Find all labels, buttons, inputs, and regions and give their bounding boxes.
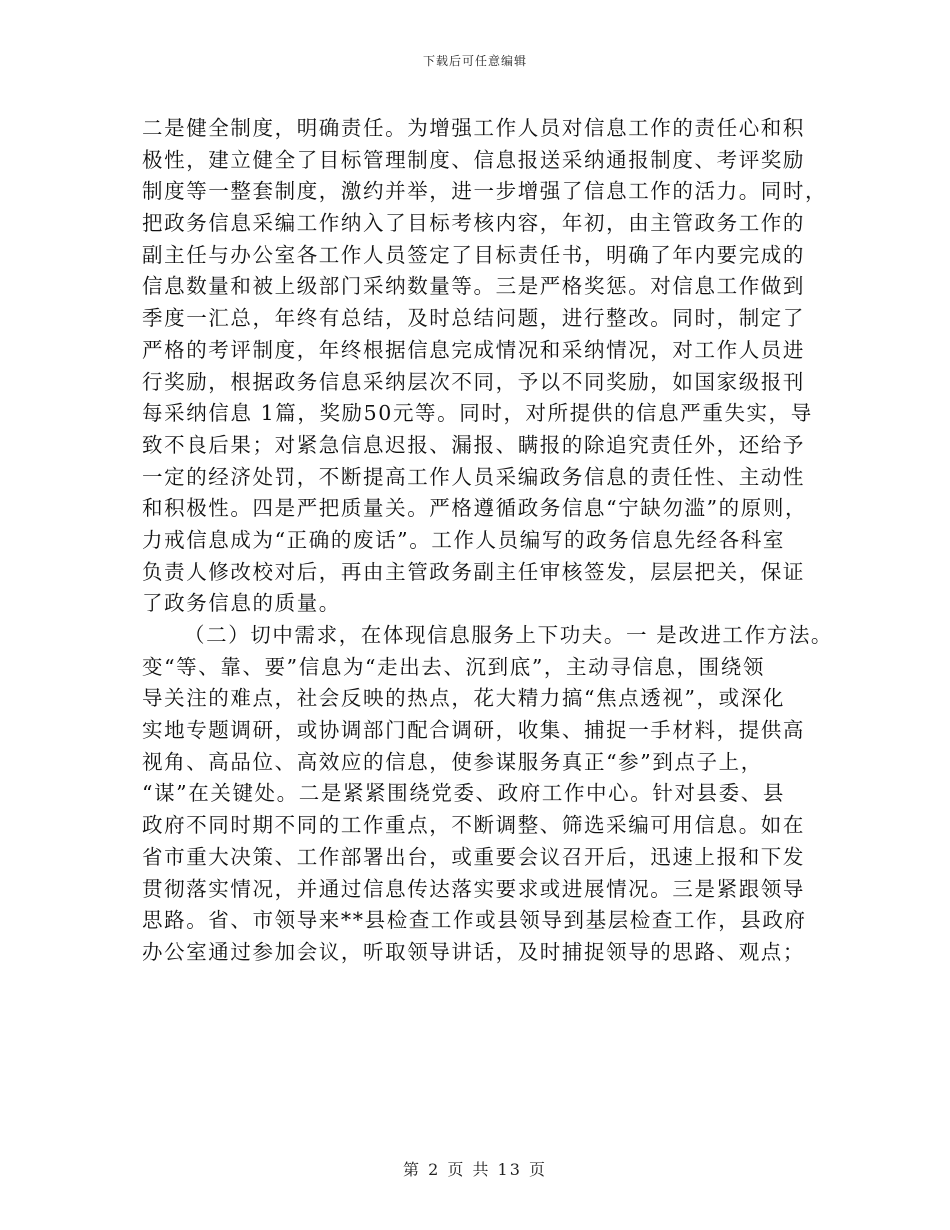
- text-line: 每采纳信息 1篇，奖励50元等。同时，对所提供的信息严重失实，导: [142, 401, 813, 426]
- text-line: 一定的经济处罚，不断提高工作人员采编政务信息的责任性、主动性: [142, 464, 805, 489]
- text-line: 政府不同时期不同的工作重点，不断调整、筛选采编可用信息。如在: [142, 813, 805, 838]
- text-line: 导关注的难点，社会反映的热点，花大精力搞“焦点透视”，或深化: [142, 686, 785, 711]
- document-body: [142, 113, 842, 969]
- text-line: 严格的考评制度，年终根据信息完成情况和采纳情况，对工作人员进: [142, 337, 805, 362]
- text-line: 信息数量和被上级部门采纳数量等。三是严格奖惩。对信息工作做到: [142, 274, 805, 299]
- text-line: 制度等一整套制度，激约并举，进一步增强了信息工作的活力。同时，: [142, 179, 828, 204]
- text-line: 办公室通过参加会议，听取领导讲话，及时捕捉领导的思路、观点；: [142, 939, 805, 964]
- text-line: 贯彻落实情况，并通过信息传达落实要求或进展情况。三是紧跟领导: [142, 876, 805, 901]
- text-line: 了政务信息的质量。: [142, 591, 341, 616]
- text-line: 致不良后果；对紧急信息迟报、漏报、瞒报的除追究责任外，还给予: [142, 432, 805, 457]
- section-heading-line: （二）切中需求，在体现信息服务上下功夫。一 是改进工作方法。: [184, 623, 834, 647]
- text-line: “谋”在关键处。二是紧紧围绕党委、政府工作中心。针对县委、县: [142, 781, 785, 806]
- text-line: 视角、高品位、高效应的信息，使参谋服务真正“参”到点子上，: [142, 749, 763, 774]
- text-line: 二是健全制度，明确责任。为增强工作人员对信息工作的责任心和积: [142, 116, 805, 140]
- text-line: 思路。省、市领导来**县检查工作或县领导到基层检查工作，县政府: [142, 908, 807, 933]
- text-line: 实地专题调研，或协调部门配合调研，收集、捕捉一手材料，提供高: [142, 718, 805, 743]
- text-line: 行奖励，根据政务信息采纳层次不同，予以不同奖励，如国家级报刊: [142, 369, 805, 394]
- page-header-note: 下载后可任意编辑: [422, 54, 527, 68]
- text-line: 力戒信息成为“正确的废话”。工作人员编写的政务信息先经各科室: [142, 527, 785, 552]
- text-line: 省市重大决策、工作部署出台，或重要会议召开后，迅速上报和下发: [142, 844, 805, 869]
- text-line: 把政务信息采编工作纳入了目标考核内容，年初，由主管政务工作的: [142, 211, 805, 236]
- text-line: 变“等、靠、要”信息为“走出去、沉到底”，主动寻信息，围绕领: [142, 654, 765, 679]
- text-line: 季度一汇总，年终有总结，及时总结问题，进行整改。同时，制定了: [142, 306, 805, 331]
- text-line: 副主任与办公室各工作人员签定了目标责任书，明确了年内要完成的: [142, 242, 805, 267]
- text-line: 负责人修改校对后，再由主管政务副主任审核签发，层层把关，保证: [142, 559, 805, 584]
- text-line: 和积极性。四是严把质量关。严格遵循政务信息“宁缺勿滥”的原则，: [142, 496, 808, 521]
- text-line: 极性，建立健全了目标管理制度、信息报送采纳通报制度、考评奖励: [142, 147, 805, 172]
- page-number-footer: 第 2 页 共 13 页: [403, 1160, 547, 1179]
